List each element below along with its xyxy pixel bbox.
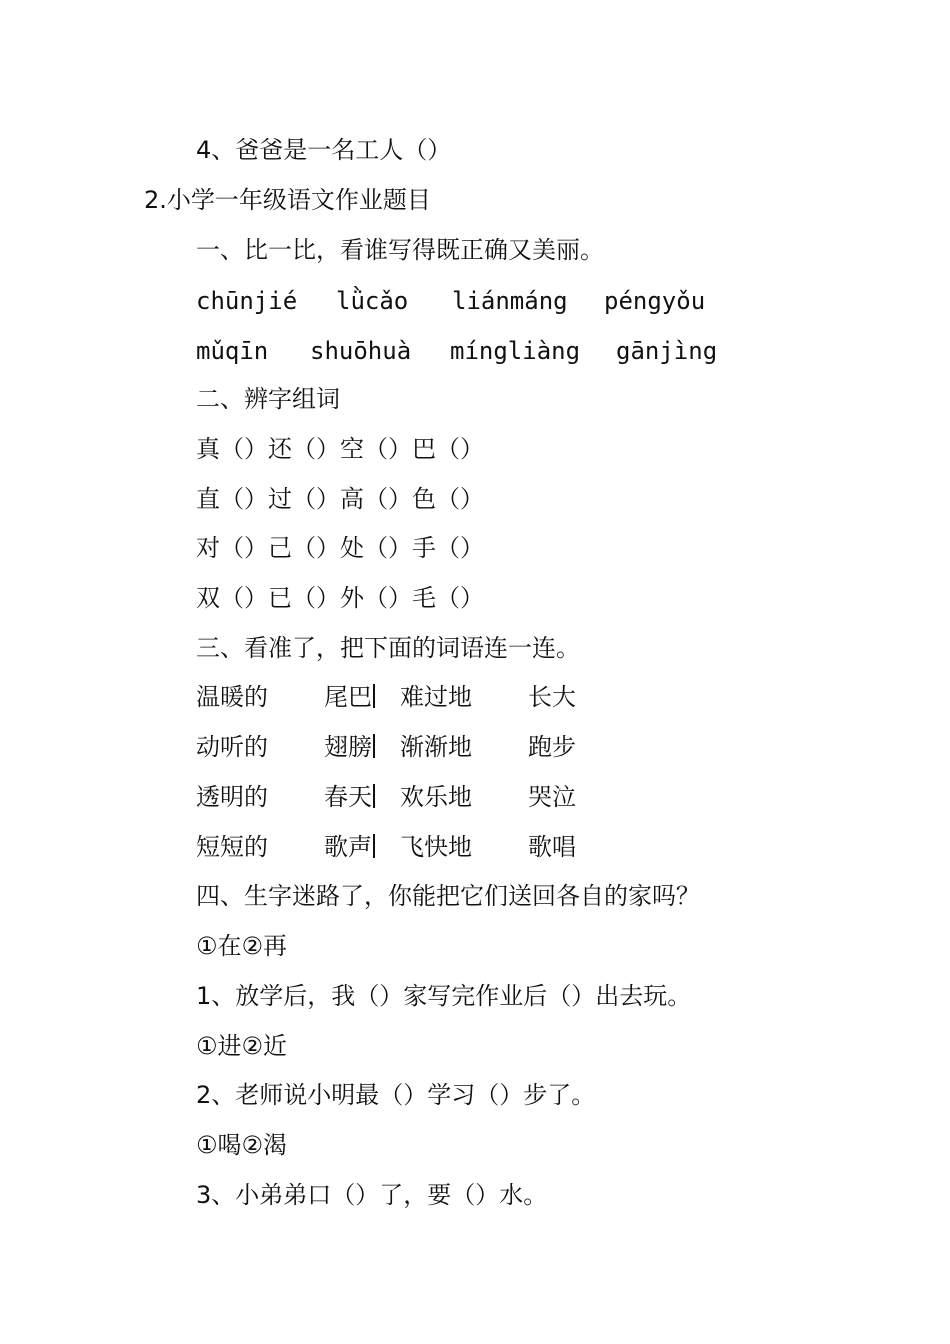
- match-word: 透明的: [196, 783, 268, 811]
- char-row: 直（）过（）高（）色（）: [196, 485, 484, 513]
- divider: [373, 684, 375, 708]
- option-line: ①在②再: [196, 932, 288, 960]
- option-line: ①进②近: [196, 1032, 288, 1060]
- match-word: 春天: [324, 782, 375, 812]
- match-word: 温暖的: [196, 683, 268, 711]
- match-word: 欢乐地: [400, 783, 472, 811]
- match-word: 飞快地: [400, 833, 472, 861]
- question-4-line: 4、爸爸是一名工人（）: [196, 136, 452, 164]
- match-word: 跑步: [528, 733, 576, 761]
- divider: [373, 734, 375, 758]
- char-row: 对（）己（）处（）手（）: [196, 534, 484, 562]
- match-word: 尾巴: [324, 682, 375, 712]
- pinyin-word: shuōhuà: [310, 337, 412, 365]
- match-word: 短短的: [196, 833, 268, 861]
- char-row: 双（）已（）外（）毛（）: [196, 584, 484, 612]
- question-3-line: 3、小弟弟口（）了，要（）水。: [196, 1181, 548, 1209]
- pinyin-word: mǔqīn: [196, 337, 269, 365]
- match-word: 难过地: [400, 683, 472, 711]
- divider: [373, 784, 375, 808]
- section-title: 2.小学一年级语文作业题目: [144, 186, 431, 214]
- pinyin-word: péngyǒu: [604, 287, 706, 315]
- match-word: 渐渐地: [400, 733, 472, 761]
- match-word: 动听的: [196, 733, 268, 761]
- pinyin-word: gānjìng: [616, 337, 718, 365]
- pinyin-word: chūnjié: [196, 287, 298, 315]
- part3-title: 三、看准了，把下面的词语连一连。: [196, 634, 580, 662]
- pinyin-word: liánmáng: [452, 287, 568, 315]
- part2-title: 二、辨字组词: [196, 385, 340, 413]
- match-word: 长大: [528, 683, 576, 711]
- question-1-line: 1、放学后，我（）家写完作业后（）出去玩。: [196, 982, 692, 1010]
- question-2-line: 2、老师说小明最（）学习（）步了。: [196, 1081, 596, 1109]
- char-row: 真（）还（）空（）巴（）: [196, 435, 484, 463]
- pinyin-word: míngliàng: [450, 337, 581, 365]
- option-line: ①喝②渴: [196, 1131, 288, 1159]
- part4-title: 四、生字迷路了，你能把它们送回各自的家吗？: [196, 882, 700, 910]
- pinyin-word: lǜcǎo: [336, 287, 409, 315]
- match-word: 翅膀: [324, 732, 375, 762]
- match-word: 歌唱: [528, 833, 576, 861]
- match-word: 歌声: [324, 832, 375, 862]
- match-word: 哭泣: [528, 783, 576, 811]
- part1-title: 一、比一比，看谁写得既正确又美丽。: [196, 236, 604, 264]
- divider: [373, 834, 375, 858]
